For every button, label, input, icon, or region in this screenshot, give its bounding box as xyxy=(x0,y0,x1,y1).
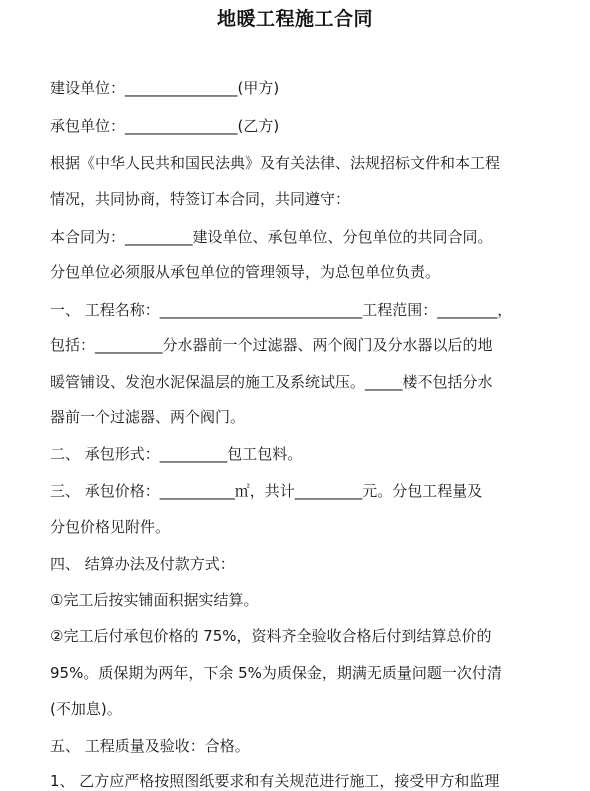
clause-5-item-1: 1、 乙方应严格按照图纸要求和有关规范进行施工，接受甲方和监理 xyxy=(50,772,500,790)
clause-4-item-2-line-3: (不加息)。 xyxy=(50,700,122,718)
preamble-line-1: 根据《中华人民共和国民法典》及有关法律、法规招标文件和本工程 xyxy=(50,154,501,172)
clause-2-line: 二、 承包形式：_________包工包料。 xyxy=(50,445,303,463)
clause-1-line-1: 一、 工程名称：___________________________工程范围：________， xyxy=(50,301,513,319)
document-title: 地暖工程施工合同 xyxy=(216,8,373,30)
contract-scope-line: 本合同为：_________建设单位、承包单位、分包单位的共同合同。 xyxy=(50,228,493,246)
clause-1-line-2: 包括：_________分水器前一个过滤器、两个阀门及分水器以后的地 xyxy=(50,336,493,354)
party-a-line: 建设单位：_______________(甲方) xyxy=(50,79,280,97)
clause-4-heading: 四、 结算办法及付款方式： xyxy=(50,555,235,573)
clause-4-item-1: ①完工后按实铺面积据实结算。 xyxy=(50,591,259,609)
clause-3-line-2: 分包价格见附件。 xyxy=(50,518,171,536)
clause-4-item-2-line-1: ②完工后付承包价格的 75%，资料齐全验收合格后付到结算总价的 xyxy=(50,627,492,645)
clause-3-line-1: 三、 承包价格：__________㎡，共计_________元。分包工程量及 xyxy=(50,482,483,500)
clause-4-item-2-line-2: 95%。质保期为两年，下余 5%为质保金，期满无质量问题一次付清 xyxy=(50,664,502,682)
subcontract-line: 分包单位必须服从承包单位的管理领导，为总包单位负责。 xyxy=(50,263,441,281)
party-b-line: 承包单位：_______________(乙方) xyxy=(50,117,280,135)
preamble-line-2: 情况，共同协商，特签订本合同，共同遵守： xyxy=(50,190,351,208)
clause-1-line-3: 暖管铺设、发泡水泥保温层的施工及系统试压。_____楼不包括分水 xyxy=(50,373,493,391)
clause-5-heading: 五、 工程质量及验收：合格。 xyxy=(50,737,250,755)
clause-1-line-4: 器前一个过滤器、两个阀门。 xyxy=(50,408,246,426)
